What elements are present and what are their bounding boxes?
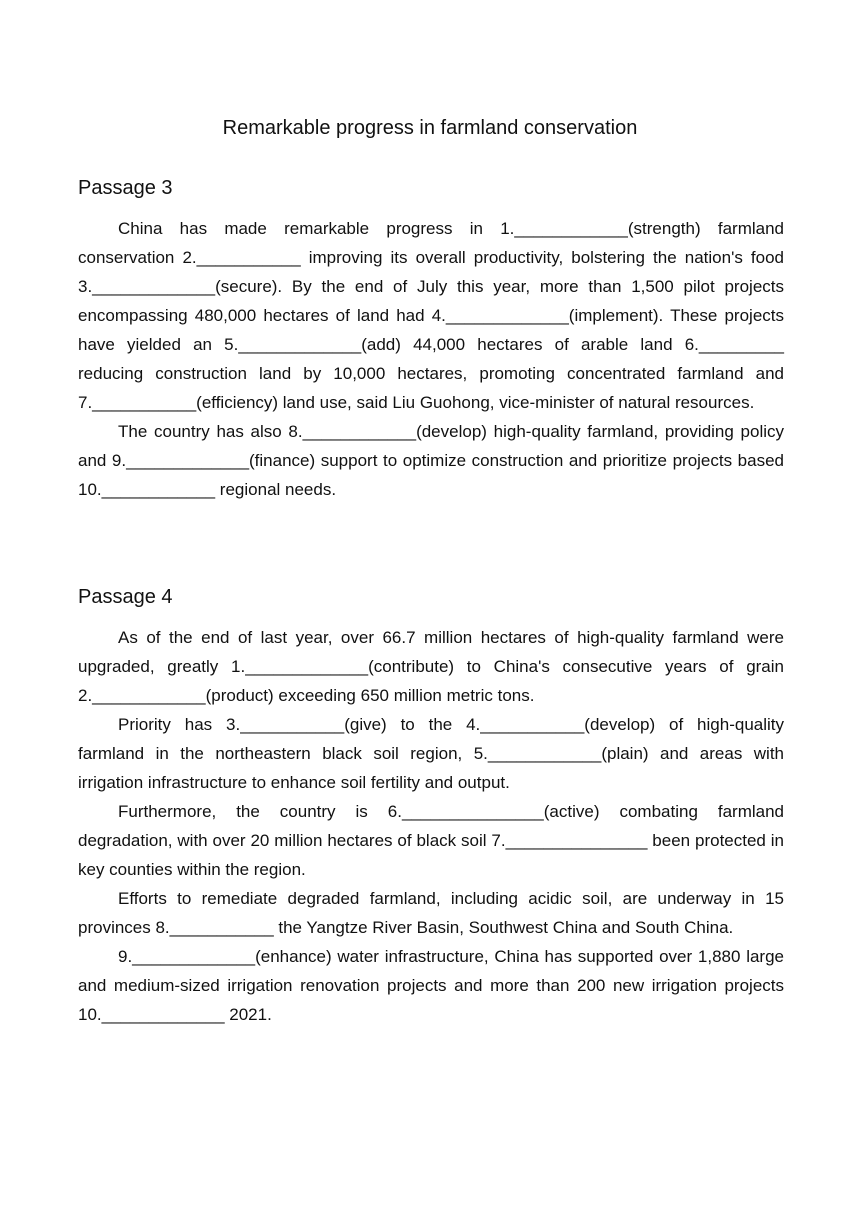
passage-3-paragraph-2: The country has also 8.____________(develop) high-quality farmland, providing policy and 9._____________(finance) support to optimize construction and prioritize projects based 10.____________ regional needs. <box>78 422 784 499</box>
document-title: Remarkable progress in farmland conservation <box>222 117 638 139</box>
passage-4-paragraph-4: Efforts to remediate degraded farmland, including acidic soil, are underway in 15 provinces 8.___________ the Yangtze River Basin, Southwest China and South China. <box>78 889 784 937</box>
passage-4-paragraph-2: Priority has 3.___________(give) to the 4.___________(develop) of high-quality farmland in the northeastern black soil region, 5.____________(plain) and areas with irrigation infrastructure to enhance soil fertility and output. <box>78 715 784 792</box>
passage-4-body <box>78 623 784 1029</box>
passage-3-body <box>78 214 784 504</box>
passage-4-paragraph-5: 9._____________(enhance) water infrastructure, China has supported over 1,880 large and medium-sized irrigation renovation projects and more than 200 new irrigation projects 10._____________ 2021. <box>78 947 784 1024</box>
passage-4-paragraph-1: As of the end of last year, over 66.7 million hectares of high-quality farmland were upgraded, greatly 1._____________(contribute) to China's consecutive years of grain 2.____________(product) exceeding 650 million metric tons. <box>78 628 784 705</box>
passage-3-heading: Passage 3 <box>78 177 173 199</box>
passage-4-paragraph-3: Furthermore, the country is 6._______________(active) combating farmland degradation, with over 20 million hectares of black soil 7._______________ been protected in key counties within the region. <box>78 802 784 879</box>
passage-3-paragraph-1: China has made remarkable progress in 1.____________(strength) farmland conservation 2.___________ improving its overall productivity, bolstering the nation's food 3._____________(secure). By the end of July this year, more than 1,500 pilot projects encompassing 480,000 hectares of land had 4._____________(implement). These projects have yielded an 5._____________(add) 44,000 hectares of arable land 6._________ reducing construction land by 10,000 hectares, promoting concentrated farmland and 7.___________(efficiency) land use, said Liu Guohong, vice-minister of natural resources. <box>78 219 784 412</box>
passage-4-heading: Passage 4 <box>78 586 173 608</box>
